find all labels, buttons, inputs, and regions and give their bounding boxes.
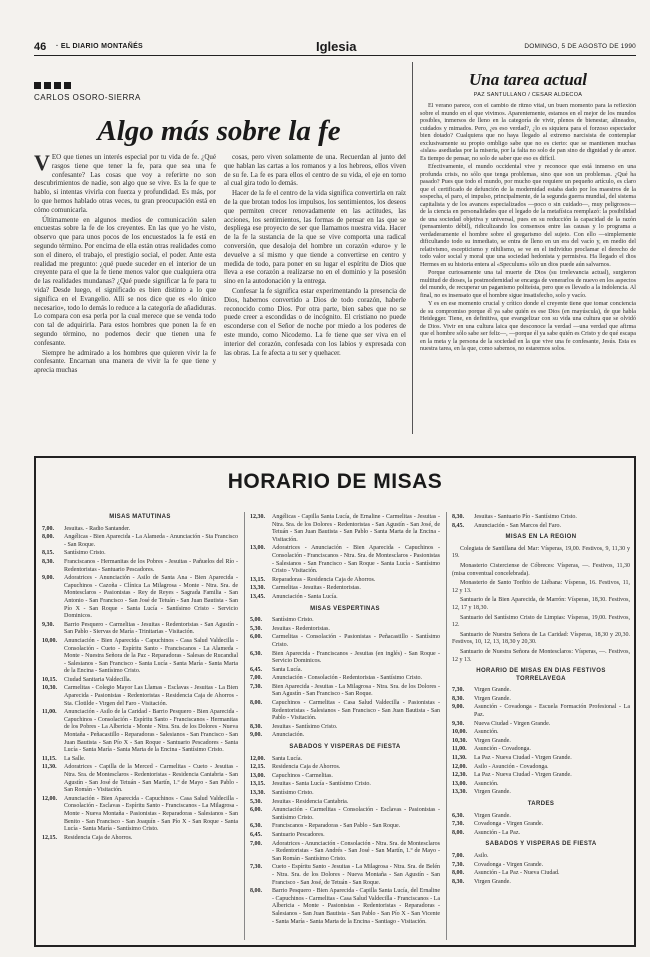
- church-list: Santísimo Cristo.: [272, 790, 314, 796]
- schedule-entry: [452, 721, 630, 729]
- article-author: CARLOS OSORO-SIERRA: [34, 93, 141, 102]
- mass-time: 13,00.: [452, 780, 467, 787]
- church-list: Santuario Pescadores.: [272, 831, 325, 838]
- schedule-entry: [250, 594, 440, 602]
- church-list: Asunción.: [474, 780, 499, 787]
- paragraph: Siempre he admirado a los hombres que quieren vivir la fe confesante. Encarnan una manera de vivir la fe que tiene y aprecia muchas: [34, 348, 216, 375]
- schedule-entry: [250, 651, 440, 666]
- church-list: La Salle.: [64, 755, 86, 762]
- church-list: Adoratrices - Anunciación - Consolación - Ntra. Sra. de Montesclaros - Redentoristas - San Andrés - San José - San Martín, 1.º de Mayo - San Román - Santísimo Cristo.: [272, 840, 440, 862]
- newspaper-name: · EL DIARIO MONTAÑÉS: [56, 43, 144, 50]
- schedule-entry: [452, 729, 630, 737]
- mass-time: 7,30.: [452, 861, 464, 868]
- horario-column-1: [42, 510, 238, 942]
- mass-time: 12,00.: [250, 755, 265, 762]
- schedule-entry: [42, 756, 238, 764]
- heading-misas-matutinas: MISAS MATUTINAS: [109, 514, 171, 520]
- church-list: Asunción - La Paz.: [474, 829, 520, 836]
- church-list: Angélicas - Bien Aparecida - La Alameda - Anunciación - Sta Francisco - San Roque.: [64, 534, 238, 548]
- mass-time: 6,30.: [452, 812, 464, 819]
- schedule-entry: [250, 634, 440, 649]
- paragraph: El verano parece, con el cambio de ritmo vital, un buen momento para la reflexión sobre el mundo en el que vivimos. Aparentemente, estamos en el mejor de los mundos posibles, inmersos de lleno en la categoría de vivir, plenos de bienestar, alineados, cuidados y mimados. Pero, ¿es eso verdad?, ¿lo es siquiera para el forzoso espectador bien dotado? Cualquiera que no haya llegado al extremo narcisista de contemplar exclusivamente su propio ombligo sabe que no es cierto: que se mantienen muchas «islas» asediadas por la miseria, por la falta no solo de pan sino de dignidad y de amor. Es tiempo de pensar, no solo de saber que eso es difícil.: [420, 103, 636, 162]
- schedule-entry: [250, 675, 440, 683]
- paragraph: cosas, pero viven solamente de una. Recuerdan al junto del que hablan las cartas a los romanos y a los hebreos, ellos viven de su fe. La fe es para ellos el centro de su vida, el eje en torno al cual gira todo lo demás.: [224, 153, 406, 188]
- mass-time: 12,00.: [452, 763, 467, 770]
- church-list: Jesuitas. - Radio Santander.: [64, 525, 131, 532]
- church-list: Santísimo Cristo.: [272, 617, 314, 624]
- heading-misas-vespertinas: MISAS VESPERTINAS: [310, 605, 380, 612]
- church-list: La Paz - Nueva Ciudad - Virgen Grande.: [474, 755, 572, 762]
- church-list: Carmelitas - Consolación - Pasionistas - Peñacastillo - Santísimo Cristo.: [272, 634, 440, 648]
- schedule-entry: [42, 685, 238, 708]
- mass-time: 8,00.: [42, 534, 54, 541]
- mass-time: 9,30.: [452, 720, 464, 727]
- mass-time: 10,30.: [42, 685, 57, 692]
- region-entry: Monasterio de Santo Toribio de Liébana: Vísperas, 16. Festivos, 11, 12 y 13.: [452, 580, 630, 594]
- church-list: Santa Lucía.: [272, 666, 302, 673]
- mass-time: 7,30.: [452, 687, 464, 694]
- region-entry: Colegiata de Santillana del Mar: Vísperas, 19,00. Festivos, 9, 11,30 y 19.: [452, 545, 630, 560]
- church-list: Capuchinos - Carmelitas.: [272, 772, 333, 779]
- mass-time: 13,00.: [250, 772, 265, 779]
- mass-time: 7,00.: [42, 525, 54, 532]
- church-list: Carmelitas - Jesuitas - Redentoristas.: [272, 585, 361, 592]
- schedule-entry: [452, 830, 630, 838]
- column-rule: [412, 62, 413, 434]
- mass-time: 6,00.: [250, 807, 262, 814]
- church-list: Santísimo Cristo.: [64, 550, 106, 557]
- mass-time: 13,00.: [250, 545, 265, 552]
- mass-time: 11,30.: [42, 764, 57, 771]
- horario-title: HORARIO DE MISAS: [227, 470, 443, 493]
- article-column-2: [224, 153, 406, 435]
- mass-time: 13,45.: [250, 593, 265, 600]
- schedule-entry: [452, 781, 630, 789]
- mass-time: 12,15.: [42, 834, 57, 841]
- region-entry: Monasterio Cisterciense de Cóbreces: Vísperas, —. Festivos, 11,30 (misa conventual concelebrada).: [452, 562, 630, 577]
- mass-time: 13,30.: [452, 789, 467, 796]
- schedule-entry: [452, 696, 630, 704]
- church-list: Anunciación - Carmelitas - Consolación - Esclavas - Pasionistas - Santísimo Cristo.: [272, 807, 440, 821]
- schedule-entry: [250, 799, 440, 807]
- church-list: Anunciación - Santa Lucía.: [272, 593, 338, 600]
- schedule-entry: [42, 550, 238, 558]
- church-list: Nueva Ciudad - Virgen Grande.: [474, 720, 551, 727]
- church-list: Asilo.: [474, 852, 489, 859]
- mass-time: 13,30.: [250, 790, 265, 796]
- mass-time: 8,15.: [42, 550, 54, 557]
- schedule-entry: [42, 796, 238, 834]
- mass-time: 11,00.: [452, 746, 467, 753]
- mass-time: 8,00.: [250, 700, 262, 707]
- schedule-entry: [250, 807, 440, 822]
- schedule-entry: [452, 821, 630, 829]
- mass-time: 13,30.: [250, 585, 265, 592]
- church-list: Anunciación - Consolación - Redentoristas - Santísimo Cristo.: [272, 675, 422, 682]
- paragraph: Efectivamente, el mundo occidental vive y reconoce que está inmerso en una profunda crisis, no sólo que tenga problemas, sino que son un problemas. ¿Qué ha pasado? Pues que todo el mundo, por mucho que requiere un pequeño artículo, es claro que el certificado de defunción de la modernidad estaba dado por los maestros de la sospecha, el paro, el impulso, principalmente, de la segunda guerra mundial, del sistema capitalista y de los avances especializados —poco o sin cuidado—, muy peligrosos— de la ciencia en personalidades que el legado de la metafísica reemplazó: la posibilidad de una sociedad objetiva y universal, pues en su reducción la capacidad de la razón (pensamiento débil), ridiculizando los consensos entre las causas y lo programa a verdaderamente el hombre sobre el gregarismo del sujeto. Con ello —simplemente dificultando todo su inmediato, se entra de lleno en un era del vacío y, en medio del relativismo, escepticismo y nihilismo, se ve en el individuo proclamar el derecho de todo valor social y moral que una sociedad hedonista y permisiva. Ha llegado el dios Hermes en su historia entera al «Speculum» sólo un dios puede aún salvarnos.: [420, 164, 636, 268]
- mass-time: 9,00.: [250, 732, 262, 739]
- church-list: Jesuitas - Santísimo Cristo.: [272, 723, 338, 730]
- schedule-entry: [452, 514, 630, 522]
- mass-time: 6,45.: [250, 831, 262, 838]
- mass-time: 6,00.: [250, 634, 262, 641]
- schedule-entry: [452, 772, 630, 780]
- schedule-entry: [452, 789, 630, 797]
- church-list: Virgen Grande.: [474, 812, 511, 819]
- schedule-entry: [250, 617, 440, 625]
- mass-time: 7,00.: [250, 840, 262, 847]
- church-list: Asunción - Covadonga - Escuela Formación Profesional - La Paz.: [474, 704, 630, 719]
- schedule-entry: [42, 526, 238, 534]
- church-list: Asilo - Asunción - Covadonga.: [474, 763, 549, 770]
- heading-misas-region: MISAS EN LA REGION: [505, 534, 577, 541]
- church-list: Franciscanos - Reparadoras - San Pablo - San Roque.: [272, 823, 401, 830]
- church-list: Ciudad Sanitaria Valdecilla.: [64, 676, 132, 683]
- church-list: Jesuitas - Redentoristas.: [272, 625, 330, 632]
- mass-time: 10,15.: [42, 676, 57, 683]
- article-title: Algo más sobre la fe: [97, 115, 341, 147]
- schedule-entry: [250, 832, 440, 840]
- paragraph: Hacer de la fe el centro de la vida significa convertirla en raíz de la que brotan todos los impulsos, los sentimientos, los deseos que permiten crecer renovadamente en las actitudes, las acciones, los sentimientos, las formas de pensar en las que se despliega ese proyecto de ser que llamamos nuestra vida. Hacer de la fe la sustancia de la que se vive comporta una radical conversión, que desaloja del hombre un corazón «duro» y le devuelve a sí mismo y que tiende a convertirse en centro y medida de todo, para poner en su lugar el espíritu de Dios que lleva a ese corazón a realizarse no en el dominio y la posesión sino en la autodonación y la entrega.: [224, 189, 406, 286]
- decorative-squares: [34, 82, 71, 89]
- church-list: La Paz - Nueva Ciudad - Virgen Grande.: [474, 772, 572, 779]
- mass-time: 10,30.: [452, 737, 467, 744]
- heading-sabados: SABADOS Y VISPERAS DE FIESTA: [289, 744, 401, 751]
- schedule-entry: [42, 835, 238, 843]
- mass-time: 7,30.: [250, 864, 262, 871]
- issue-date: DOMINGO, 5 DE AGOSTO DE 1990: [524, 43, 636, 50]
- schedule-entry: [452, 879, 630, 887]
- mass-time: 8,30.: [42, 558, 54, 565]
- church-list: Reparadoras - Residencia Caja de Ahorros.: [272, 576, 376, 583]
- schedule-entry: [250, 545, 440, 575]
- church-list: Virgen Grande.: [474, 687, 511, 694]
- schedule-entry: [250, 756, 440, 764]
- church-list: Virgen Grande.: [474, 878, 511, 885]
- side-article-body: [420, 103, 636, 435]
- church-list: Anunciación - San Marcos del Faro.: [474, 522, 561, 529]
- church-list: Virgen Grande.: [474, 789, 511, 796]
- schedule-entry: [42, 638, 238, 676]
- church-list: Adoratrices - Anunciación - Bien Aparecida - Capuchinos - Consolación - Franciscanos - Ntra. Sra. de Montesclaros - Pasionistas - Salesianos - San Francisco - San Roque - Santa Lucía - Santísimo Cristo - Visitación.: [272, 545, 440, 575]
- mass-time: 9,30.: [42, 621, 54, 628]
- mass-time: 8,30.: [452, 695, 464, 702]
- church-list: Franciscanos - Hermanitas de los Pobres - Jesuitas - Pañuelos del Río - Redentoristas - Santuario Pescadores.: [64, 558, 238, 573]
- schedule-entry: [250, 888, 440, 926]
- heading-sabados-torrelavega: SABADOS Y VISPERAS DE FIESTA: [485, 841, 597, 848]
- schedule-entry: [452, 738, 630, 746]
- mass-time: 12,15.: [250, 764, 265, 771]
- mass-time: 8,00.: [250, 888, 262, 895]
- region-entry: Santuario de la Bien Aparecida, de Marrón: Vísperas, 18,30. Festivos, 12, 17 y 18,30.: [452, 597, 630, 611]
- schedule-entry: [250, 781, 440, 789]
- church-list: Adoratrices - Anunciación - Asilo de Santa Ana - Bien Aparecida - Capuchinos - Cazoña - Clínica La Milagrosa - Monte - Ntra. Sra. de Montesclaros - Pasionistas - Rey de Reyes - Sagrada Familia - San Antonio - San Francisco - San José de Tetuán - San Juan Bautista - San Pío X - San Roque - Santa Lucía - Santísimo Cristo - Servicio Dominicos.: [64, 575, 238, 620]
- schedule-entry: [452, 523, 630, 531]
- church-list: Cueto - Espíritu Santo - Jesuitas - La Milagrosa - Ntra. Sra. de Belén - Ntra. Sra. de los Dolores - Nueva Montaña - San Agustín - San Francisco - San José, de Tetuán - San Roque.: [272, 864, 440, 886]
- paragraph: Y es en ese momento crucial y crítico donde el creyente tiene que tomar conciencia de su compromiso porque él ya sabe quién es ese Dios (en mayúscula), de que habla Heidegger. Tiene, en definitiva, que evangelizar con su vida una cultura que se olvidó de Dios. Vivir en una cultura laica que desconoce la verdad —una verdad que afirma que el hombre sólo sabe ser feliz—, —porque él ya sabe quién es Cristo y de qué escapa en la meta y la persona de la sociedad en la que vive una fe confesante, Jesús. Esta es nuestra tarea, en la que, como sabemos, no estaremos solos.: [420, 301, 636, 352]
- schedule-entry: [42, 764, 238, 794]
- church-list: Jesuitas - Santa Lucía - Santísimo Cristo.: [272, 781, 371, 788]
- horario-rule-2: [446, 512, 447, 940]
- mass-time: 7,00.: [452, 852, 464, 859]
- side-article-byline: PAZ SANTULLANO / CESAR ALDECOA: [473, 92, 583, 98]
- church-list: Asunción - La Paz - Nueva Ciudad.: [474, 870, 560, 877]
- schedule-entry: [250, 724, 440, 732]
- church-list: Residencia Caja de Ahorros.: [272, 764, 341, 771]
- church-list: Anunciación.: [272, 732, 305, 739]
- schedule-entry: [250, 773, 440, 781]
- schedule-entry: [250, 764, 440, 772]
- church-list: Barrio Pesquero - Carmelitas - Jesuitas - Redentoristas - San Agustín - San Pablo - Siervas de María - Trinitarias - Visitación.: [64, 621, 238, 636]
- heading-tardes: TARDES: [527, 801, 555, 807]
- mass-time: 13,15.: [250, 781, 265, 788]
- schedule-entry: [250, 577, 440, 585]
- mass-time: 10,00.: [42, 637, 57, 644]
- mass-time: 12,30.: [250, 514, 265, 520]
- paragraph: Últimamente en algunos medios de comunicación salen encuestas sobre la fe de los creyentes. En las que yo he visto, observo que para unos pocos de los encuestados la fe está en segundo término. Por encima de ella están otras realidades como son el dinero, el trabajo, el prestigio social, el poder. Ante esta realidad me pregunto: ¿qué puede suceder en el interior de un creyente para el que la fe tiene menos valor que cualquiera otra de las realidades mundanas? ¿Qué puede significar la fe para tu vida? Desde luego, el significado es bien distinto a lo que significa en el Evangelio. Allí se nos dice que es «lo único necesario», todo lo demás lo reduce a la categoría de añadiduras. Lo compara con esa perla por la cual merece que se venda todo con tal de adquirirla. Para estos hombres que ponen la fe en segundo término, no podemos decir que tienen una fe confesante.: [34, 215, 216, 347]
- church-list: Jesuitas - Residencia Cantabria.: [272, 798, 349, 805]
- schedule-entry: [250, 790, 440, 798]
- horario-rule-1: [244, 512, 245, 940]
- section-title: Iglesia: [316, 39, 357, 54]
- mass-time: 6,30.: [250, 650, 262, 657]
- schedule-entry: [250, 700, 440, 723]
- paragraph: Porque curiosamente una tal muerte de Dios (su irrelevancia actual), surgieron multitud de dioses, la postmodernidad se encarga de venerarlos de nuevo en los aspectos del mundo, de recuperar un paganismo politeísta, pero que es llevado a la indolencia. Al final, no es insensato que el hombre sigue insatisfecho, solo y vacío.: [420, 270, 636, 299]
- mass-time: 8,00.: [452, 829, 464, 836]
- schedule-entry: [250, 667, 440, 675]
- church-list: Covadonga - Virgen Grande.: [474, 821, 544, 828]
- schedule-entry: [250, 514, 440, 544]
- church-list: Santa Lucía.: [272, 755, 302, 762]
- schedule-entry: [452, 853, 630, 861]
- region-entry: Santuario del Santísimo Cristo de Limpias: Vísperas, 19,00. Festivos, 12.: [452, 614, 630, 629]
- mass-time: 5,30.: [250, 625, 262, 632]
- heading-festivos-torrelavega: HORARIO DE MISAS EN DIAS FESTIVOS TORRELAVEGA: [476, 668, 606, 682]
- schedule-entry: [250, 585, 440, 593]
- mass-time: 8,30.: [250, 723, 262, 730]
- schedule-entry: [452, 746, 630, 754]
- schedule-entry: [42, 575, 238, 621]
- mass-time: 8,30.: [452, 878, 464, 885]
- church-list: Covadonga - Virgen Grande.: [474, 861, 544, 868]
- mass-time: 7,30.: [250, 683, 262, 690]
- schedule-entry: [452, 813, 630, 821]
- mass-time: 12,30.: [452, 772, 467, 779]
- mass-time: 11,15.: [42, 755, 57, 762]
- church-list: Asunción.: [474, 729, 499, 736]
- schedule-entry: [452, 704, 630, 719]
- mass-time: 9,00.: [452, 704, 464, 711]
- schedule-entry: [250, 864, 440, 887]
- mass-time: 8,00.: [452, 870, 464, 877]
- church-list: Asunción - Covadonga.: [474, 746, 531, 753]
- mass-time: 8,30.: [452, 514, 464, 520]
- article-column-1: [34, 153, 216, 435]
- church-list: Adoratrices - Capilla de la Merced - Carmelitas - Cueto - Jesuitas - Ntra. Sra. de Montesclaros - Redentoristas - Residencia Cantabria - San Agustín - San José de Tetuán - San Martín, 1.º de Mayo - San Pablo - San Román - Visitación.: [64, 764, 238, 794]
- church-list: Bien Aparecida - Franciscanos - Jesuitas (en inglés) - San Roque - Servicio Dominicos.: [272, 650, 440, 665]
- mass-time: 7,30.: [452, 821, 464, 828]
- page-number: 46: [34, 41, 47, 53]
- schedule-entry: [452, 687, 630, 695]
- side-article-title: Una tarea actual: [468, 70, 588, 89]
- church-list: Barrio Pesquero - Bien Aparecida - Capilla Santa Lucía, del Ernaline - Capuchinos - Carmelitas - Casa Salud Valdecilla - Franciscanos - La Albericia - Monte - Pasionistas - Redentoristas - Reparadoras - Salesianos - San Juan Bautista - San Pablo - San Pío X - San Vicente - Santa María - Santa Marta de la Encina - Santiago - Visitación.: [272, 888, 440, 925]
- church-list: Residencia Caja de Ahorros.: [64, 834, 133, 841]
- church-list: Carmelitas - Colegio Mayor Las Llamas - Esclavas - Jesuitas - La Bien Aparecida - Pasionistas - Redentoristas - Residencia Caja de Ahorros - Sta. Clotilde - Virgen del Faro - Visitación.: [64, 685, 238, 707]
- mass-time: 12,00.: [42, 795, 57, 802]
- schedule-entry: [42, 709, 238, 755]
- church-list: Bien Aparecida - Jesuitas - La Milagrosa - Ntra. Sra. de los Dolores - San Agustín - San Francisco - San Roque.: [272, 683, 440, 698]
- mass-time: 5,30.: [250, 798, 262, 805]
- church-list: Anunciación - Bien Aparecida - Capuchinos - Casa Salud Valdecilla - Consolación - Esclavas - Espíritu Santo - Franciscanos - La Milagrosa - Monte - Nueva Montaña - Pasionistas - Reparadoras - Salesianos - San Benito - San Francisco - San Joaquín - San Pío X - San Roque - Santa Lucía - Santa María - Santísimo Cristo.: [64, 795, 238, 833]
- mass-time: 8,45.: [452, 522, 464, 529]
- church-list: Virgen Grande.: [474, 695, 511, 702]
- church-list: Virgen Grande.: [474, 737, 511, 744]
- paragraph: VEO que tienes un interés especial por tu vida de fe. ¿Qué rasgos tiene que tener la fe, para que sea una fe confesante? Las cosas que voy a referirte no son descubrimientos de nadie, son algo que se vive. Es la fe que te hablo, si intentas vivirla con fuerza y profundidad. Es más, por lo que hemos hablado otras veces, tu gran preocupación está en cómo comunicarla.: [34, 153, 216, 214]
- region-entry: Santuario de Nuestra Señora de La Caridad: Vísperas, 18,30 y 20,30. Festivos, 10, 12, 13, 18,30 y 20,30.: [452, 631, 630, 646]
- schedule-entry: [42, 677, 238, 685]
- schedule-entry: [42, 534, 238, 549]
- schedule-entry: [250, 684, 440, 699]
- schedule-entry: [250, 732, 440, 740]
- church-list: Anunciación - Asilo de la Caridad - Barrio Pesquero - Bien Aparecida - Capuchinos - Consolación - Espíritu Santo - Franciscanos - Hermanitas de los Pobres - La Albericia - Monte - Ntra. Sra. de los Dolores - Nueva Montaña - Peñacastillo - Reparadoras - Salesianos - San Francisco - San Juan Bautista - San Pío X - San Roque - Santuario Pescadores - Santa Lucía - Santa María - Santa Marta de la Encina - Santísimo Cristo.: [64, 709, 238, 754]
- schedule-entry: [452, 755, 630, 763]
- region-entry: Santuario de Nuestra Señora de Montesclaros: Vísperas, —. Festivos, 12 y 13.: [452, 648, 630, 663]
- paragraph: Confesar la fe significa estar experimentando la presencia de Dios, habernos convertido a Dios de todo corazón, haberle reconocido como Dios. Por otra parte, bien sabes que no se puede creer a escondidas o de incógnito. El cristiano no puede esconderse con el Señor de noche por miedo a los poderes de este mundo, como Nicodemo. La fe tiene que ser viva en el interior del corazón, confesada con los labios y expresada con las obras. La fe afecta a tu ser y quehacer.: [224, 286, 406, 357]
- church-list: Capuchinos - Carmelitas - Casa Salud Valdecilla - Pasionistas - Redentoristas - Salesianos - San Francisco - San Juan Bautista - San Pablo - Visitación.: [272, 700, 440, 722]
- church-list: Anunciación - Bien Aparecida - Capuchinos - Casa Salud Valdecilla - Consolación - Cueto - Espíritu Santo - Franciscanos - La Alameda - Monte - Nuestra Señora de la Paz - Reparadoras - Salesas de Rucandial - Salesianos - San Francisco - Santa Lucía - Santa María - Santa Marta de la Encina - Santísimo Cristo.: [64, 637, 238, 675]
- mass-time: 5,00.: [250, 617, 262, 624]
- page-header: [34, 40, 636, 56]
- mass-time: 10,00.: [452, 729, 467, 736]
- horario-column-2: [250, 510, 440, 942]
- schedule-entry: [452, 870, 630, 878]
- mass-time: 13,15.: [250, 576, 265, 583]
- mass-time: 11,30.: [452, 755, 467, 762]
- schedule-entry: [42, 622, 238, 637]
- mass-time: 9,00.: [42, 575, 54, 582]
- mass-time: 11,00.: [42, 709, 57, 716]
- schedule-entry: [250, 823, 440, 831]
- schedule-entry: [452, 862, 630, 870]
- schedule-entry: [452, 764, 630, 772]
- schedule-entry: [42, 559, 238, 574]
- schedule-entry: [250, 841, 440, 864]
- mass-time: 7,00.: [250, 675, 262, 682]
- drop-cap: V: [34, 153, 50, 175]
- church-list: Angélicas - Capilla Santa Lucía, de Ernaline - Carmelitas - Jesuitas - Ntra. Sra. de los Dolores - Redentoristas - San Agustín - San José, de Tetuán - San Juan Bautista - San Pablo - Santa Marta de la Encina - Visitación.: [272, 514, 440, 543]
- horario-column-3: [452, 510, 630, 942]
- mass-time: 6,30.: [250, 823, 262, 830]
- mass-time: 6,45.: [250, 666, 262, 673]
- schedule-entry: [250, 626, 440, 634]
- church-list: Jesuitas - Santuario Pío - Santísimo Cristo.: [474, 514, 577, 520]
